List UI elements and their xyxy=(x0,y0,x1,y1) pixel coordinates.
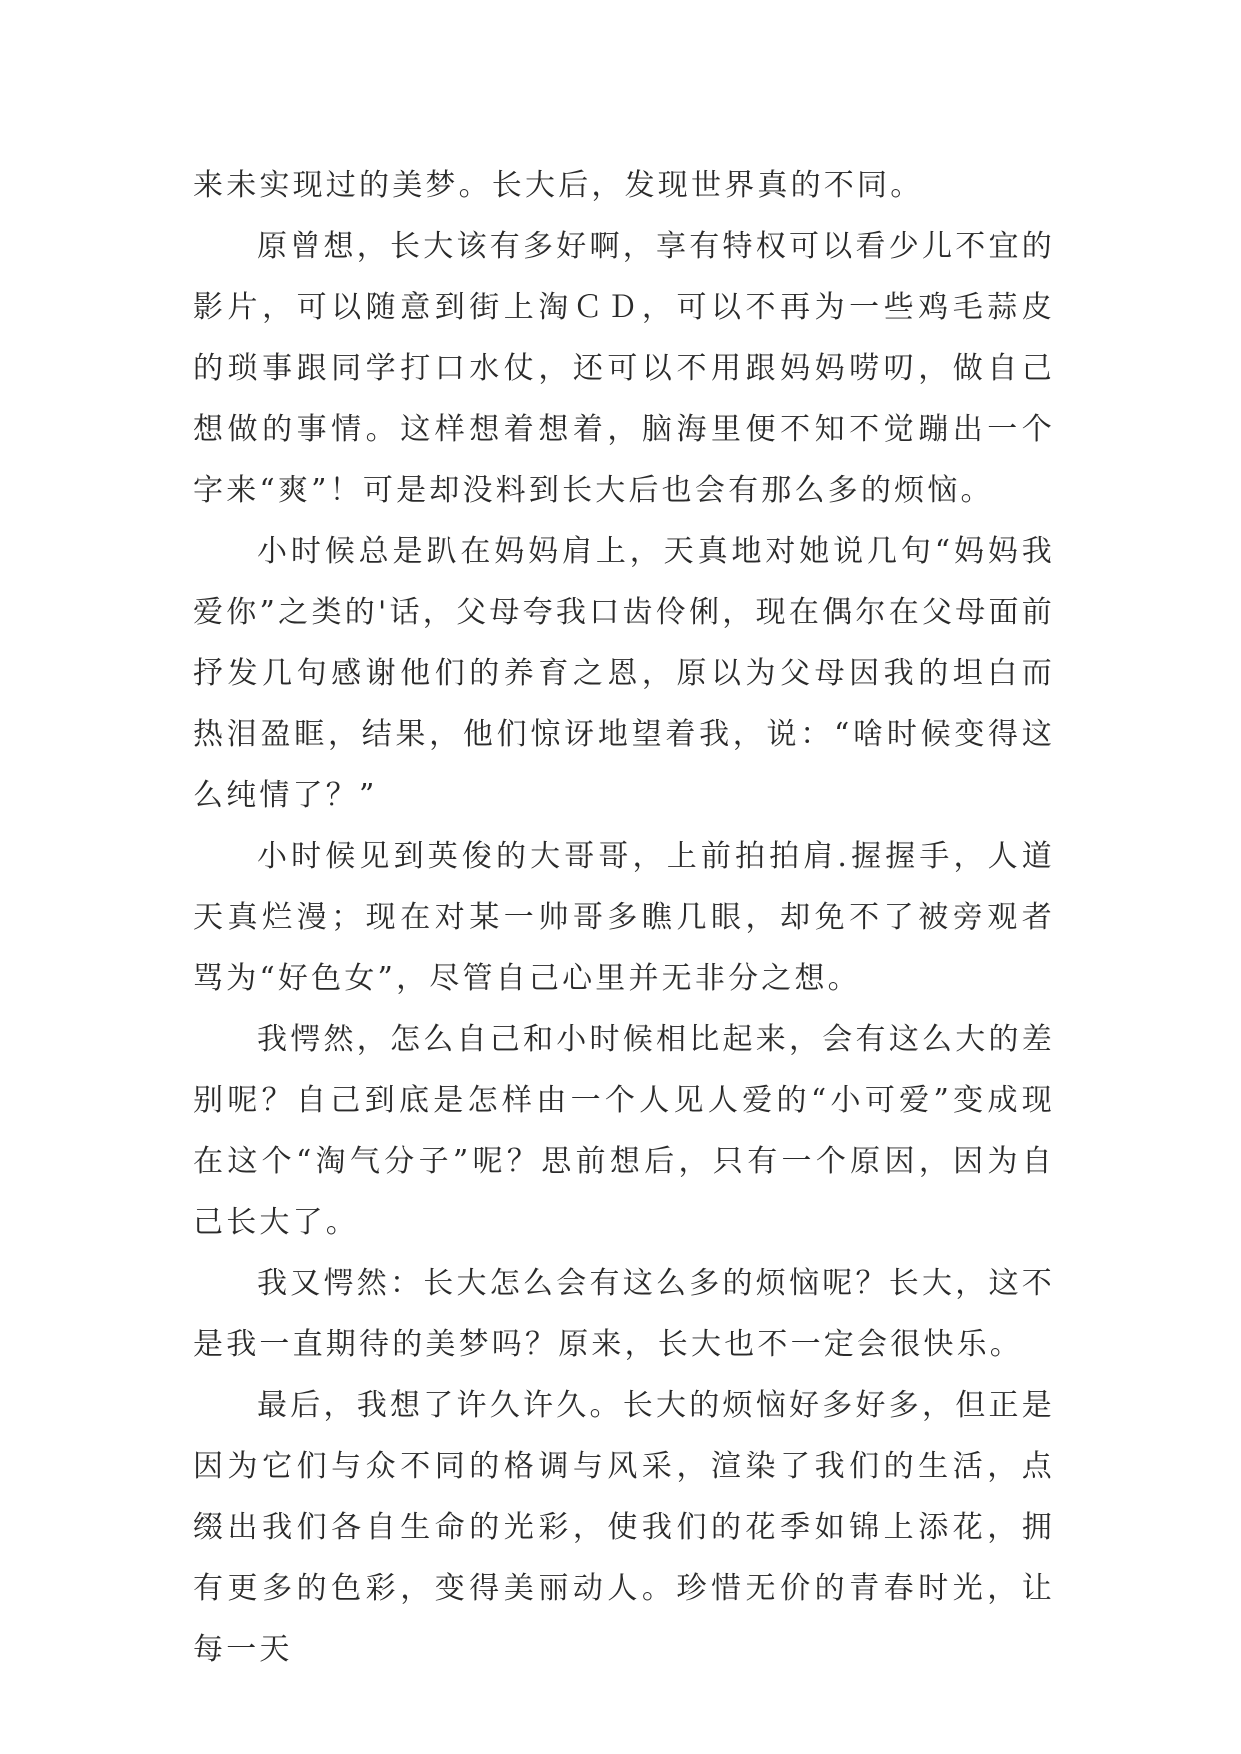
paragraph: 小时候见到英俊的大哥哥，上前拍拍肩.握握手，人道天真烂漫；现在对某一帅哥多瞧几眼，却免不了被旁观者骂为“好色女”，尽管自己心里并无非分之想。 xyxy=(193,839,1055,996)
paragraph: 我愕然，怎么自己和小时候相比起来，会有这么大的差别呢？自己到底是怎样由一个人见人爱的“小可爱”变成现在这个“淘气分子”呢？思前想后，只有一个原因，因为自己长大了。 xyxy=(193,1022,1055,1240)
paragraph: 原曾想，长大该有多好啊，享有特权可以看少儿不宜的影片，可以随意到街上淘ＣＤ，可以不再为一些鸡毛蒜皮的琐事跟同学打口水仗，还可以不用跟妈妈唠叨，做自己想做的事情。这样想着想着，脑海里便不知不觉蹦出一个字来“爽”！可是却没料到长大后也会有那么多的烦恼。 xyxy=(193,229,1055,508)
paragraph: 最后，我想了许久许久。长大的烦恼好多好多，但正是因为它们与众不同的格调与风采，渲染了我们的生活，点缀出我们各自生命的光彩，使我们的花季如锦上添花，拥有更多的色彩，变得美丽动人。珍惜无价的青春时光，让每一天 xyxy=(193,1388,1055,1667)
paragraph: 我又愕然：长大怎么会有这么多的烦恼呢？长大，这不是我一直期待的美梦吗？原来，长大也不一定会很快乐。 xyxy=(193,1266,1055,1362)
paragraph: 小时候总是趴在妈妈肩上，天真地对她说几句“妈妈我爱你”之类的'话，父母夸我口齿伶俐，现在偶尔在父母面前抒发几句感谢他们的养育之恩，原以为父母因我的坦白而热泪盈眶，结果，他们惊讶地望着我，说：“啥时候变得这么纯情了？” xyxy=(193,534,1055,813)
paragraph-continuation: 来未实现过的美梦。长大后，发现世界真的不同。 xyxy=(193,168,924,203)
article-body xyxy=(193,155,1055,1680)
